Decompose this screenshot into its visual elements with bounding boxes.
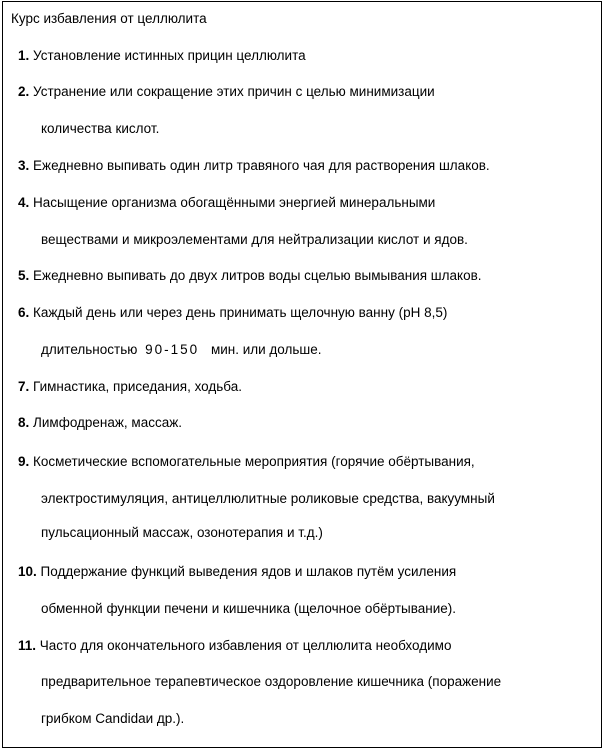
list-item-3 (18, 158, 490, 174)
item-number: 5. (18, 268, 30, 283)
duration-unit: мин. или дольше. (210, 342, 322, 357)
list-item-5 (18, 268, 482, 284)
item-text: Установление истинных прицин целлюлита (33, 48, 306, 63)
item-text: Часто для окончательного избавления от целлюлита необходимо (39, 638, 452, 653)
list-item-11-continuation-1: предварительное терапевтическое оздоровление кишечника (поражение (41, 674, 502, 689)
item-number: 1. (18, 48, 30, 63)
item-number: 2. (18, 84, 30, 99)
item-number: 7. (18, 379, 30, 394)
item-text: Каждый день или через день принимать щелочную ванну (pH 8,5) (33, 305, 448, 320)
list-item-11 (18, 638, 451, 654)
item-text: Устранение или сокращение этих причин с целью минимизации (33, 84, 435, 99)
item-text: Ежедневно выпивать один литр травяного чая для растворения шлаков. (33, 158, 490, 173)
list-item-8 (18, 415, 182, 431)
document-title: Курс избавления от целлюлита (11, 11, 207, 26)
duration-value: 90-150 (145, 342, 200, 357)
list-item-1 (18, 48, 306, 64)
list-item-11-continuation-2: грибком Candidaи др.). (41, 711, 185, 726)
item-number: 8. (18, 415, 30, 430)
item-number: 6. (18, 305, 30, 320)
item-number: 11. (18, 638, 37, 653)
item-text: Гимнастика, приседания, ходьба. (33, 379, 242, 394)
list-item-7 (18, 379, 242, 395)
duration-label: длительностью (41, 342, 138, 357)
list-item-6-continuation (41, 342, 322, 358)
item-text: Косметические вспомогательные мероприятия (горячие обёртывания, (33, 454, 475, 469)
list-item-9-continuation-2: пульсационный массаж, озонотерапия и т.д.) (41, 525, 323, 540)
list-item-10 (18, 564, 456, 580)
document-frame (2, 1, 602, 748)
list-item-4-continuation: веществами и микроэлементами для нейтрализации кислот и ядов. (41, 232, 468, 247)
item-number: 3. (18, 158, 30, 173)
list-item-4 (18, 195, 435, 211)
item-text: Насыщение организма обогащёнными энергией минеральными (33, 195, 436, 210)
list-item-6 (18, 305, 447, 321)
item-number: 4. (18, 195, 30, 210)
list-item-9-continuation-1: электростимуляция, антицеллюлитные роликовые средства, вакуумный (41, 491, 495, 506)
list-item-2-continuation: количества кислот. (41, 121, 160, 136)
item-number: 10. (18, 564, 37, 579)
item-text: Поддержание функций выведения ядов и шлаков путём усиления (40, 564, 457, 579)
list-item-10-continuation: обменной функции печени и кишечника (щелочное обёртывание). (41, 601, 456, 616)
item-text: Лимфодренаж, массаж. (33, 415, 182, 430)
list-item-9 (18, 454, 475, 470)
item-number: 9. (18, 454, 30, 469)
item-text: Ежедневно выпивать до двух литров воды сцелью вымывания шлаков. (33, 268, 482, 283)
list-item-2 (18, 84, 435, 100)
